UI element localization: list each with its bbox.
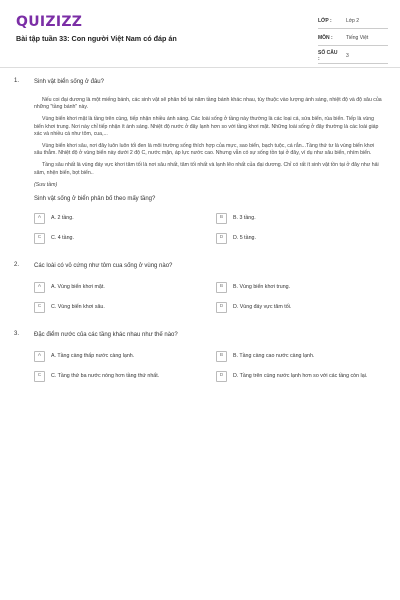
option-text: A. Vùng biển khơi mặt. <box>51 284 105 291</box>
question-2 <box>14 262 384 313</box>
option-text: C. Tầng thứ ba nước nóng hơn tầng thứ nhất. <box>51 373 160 380</box>
passage-paragraph: Nếu coi đại dương là một miếng bánh, các sinh vật sẽ phân bố tại năm tầng bánh khác nhau, tùy thuộc vào lượng ánh sáng, nhiệt độ và độ sâu của những "tầng bánh" này. <box>34 97 382 111</box>
option-letter-box: B <box>216 282 227 293</box>
meta-value: Tiếng Việt <box>346 35 369 42</box>
answer-option-c[interactable] <box>34 302 202 313</box>
option-text: A. 2 tầng. <box>51 215 74 222</box>
option-letter-box: B <box>216 351 227 362</box>
question-1 <box>14 78 384 244</box>
option-letter-box: A <box>34 351 45 362</box>
meta-row-question-count <box>318 49 388 64</box>
question-number: 2. <box>14 261 20 268</box>
option-text: C. 4 tầng. <box>51 235 74 242</box>
answer-option-d[interactable] <box>216 371 384 382</box>
answer-option-a[interactable] <box>34 213 202 224</box>
questions-list <box>0 78 400 382</box>
meta-label: MÔN : <box>318 35 333 42</box>
option-letter-box: B <box>216 213 227 224</box>
passage-source: (Sưu tầm) <box>34 181 58 188</box>
answer-option-d[interactable] <box>216 233 384 244</box>
option-text: B. Vùng biển khơi trung. <box>233 284 291 291</box>
meta-panel <box>318 14 388 67</box>
meta-value: Lớp 2 <box>346 17 360 24</box>
option-text: B. 3 tầng. <box>233 215 256 222</box>
answer-option-b[interactable] <box>216 282 384 293</box>
page-title: Bài tập tuần 33: Con người Việt Nam có đáp án <box>16 34 177 43</box>
option-letter-box: A <box>34 282 45 293</box>
meta-value: 3 <box>346 52 349 59</box>
answer-option-a[interactable] <box>34 351 202 362</box>
answer-option-a[interactable] <box>34 282 202 293</box>
question-body <box>34 78 384 244</box>
question-number: 3. <box>14 330 20 337</box>
answer-option-c[interactable] <box>34 371 202 382</box>
answer-options <box>34 282 384 313</box>
option-letter-box: D <box>216 302 227 313</box>
option-letter-box: C <box>34 302 45 313</box>
answer-options <box>34 213 384 244</box>
question-number: 1. <box>14 78 20 84</box>
question-text: Các loài có vỏ cứng như tôm cua sống ở vùng nào? <box>34 262 173 269</box>
question-text: Đặc điểm nước của các tầng khác nhau như thế nào? <box>34 331 178 338</box>
option-text: D. Tầng trên cùng nước lạnh hơn so với các tầng còn lại. <box>233 373 368 380</box>
passage-paragraph: Vùng biển khơi sâu, nơi đây luôn luôn tối đen là môi trường sống thích hợp của mực, sao biển, bạch tuộc, cá rắn...Tầng thứ tư là vùng biển khơi sâu thẳm. Nhiệt độ ở vùng biển này dưới 2 độ C, nước mặn, áp lực nước cao. Nhưng vẫn có sự sống tồn tại ở đây, ví dụ như sâu biển, nhím biển. <box>34 143 375 157</box>
question-body <box>34 331 384 382</box>
option-letter-box: D <box>216 233 227 244</box>
passage-paragraph: Tầng sâu nhất là vùng đáy vực khơi tăm tối là nơi sâu nhất, tăm tối nhất và lạnh lẽo nhất của đại dương. Chỉ có rất ít sinh vật tồn tại ở đây như hải sâm, nhện biển, bọt biển.. <box>34 162 379 176</box>
question-3 <box>14 331 384 382</box>
option-text: B. Tầng càng cao nước càng lạnh. <box>233 353 315 360</box>
question-body <box>34 262 384 313</box>
option-text: C. Vùng biển khơi sâu. <box>51 304 105 311</box>
option-letter-box: D <box>216 371 227 382</box>
quizizz-logo: QUIZIZZ <box>16 14 83 30</box>
meta-row-subject <box>318 32 388 47</box>
option-text: D. Vùng đáy vực tăm tối. <box>233 304 292 311</box>
meta-label: SỐ CÂU : <box>318 49 338 62</box>
meta-row-grade <box>318 14 388 29</box>
question-text: Sinh vật biển sống ở đâu? <box>34 79 104 85</box>
option-text: A. Tầng càng thấp nước càng lạnh. <box>51 353 135 360</box>
answer-option-b[interactable] <box>216 213 384 224</box>
option-text: D. 5 tầng. <box>233 235 256 242</box>
meta-label: LỚP : <box>318 17 332 24</box>
reading-passage <box>34 97 384 177</box>
option-letter-box: C <box>34 371 45 382</box>
option-letter-box: C <box>34 233 45 244</box>
passage-paragraph: Vùng biển khơi mặt là tầng trên cùng, tiếp nhận nhiều ánh sáng. Các loài sống ở tầng này thường là các loại cá, sứa biển, rùa biển. Tiếp là vùng biển khơi trung. Nơi này chỉ tiếp nhận ít ánh sáng. Nhiệt độ nước ở đây lạnh hơn so với tầng khơi mặt. Những loài sống ở đây thường là các loài giáp xác và nhiều cá như tôm, cua,... <box>34 116 379 137</box>
answer-options <box>34 351 384 382</box>
answer-option-b[interactable] <box>216 351 384 362</box>
answer-option-d[interactable] <box>216 302 384 313</box>
sub-question-text: Sinh vật sống ở biển phân bố theo mấy tầng? <box>34 195 156 202</box>
answer-option-c[interactable] <box>34 233 202 244</box>
header-divider <box>0 67 400 68</box>
option-letter-box: A <box>34 213 45 224</box>
